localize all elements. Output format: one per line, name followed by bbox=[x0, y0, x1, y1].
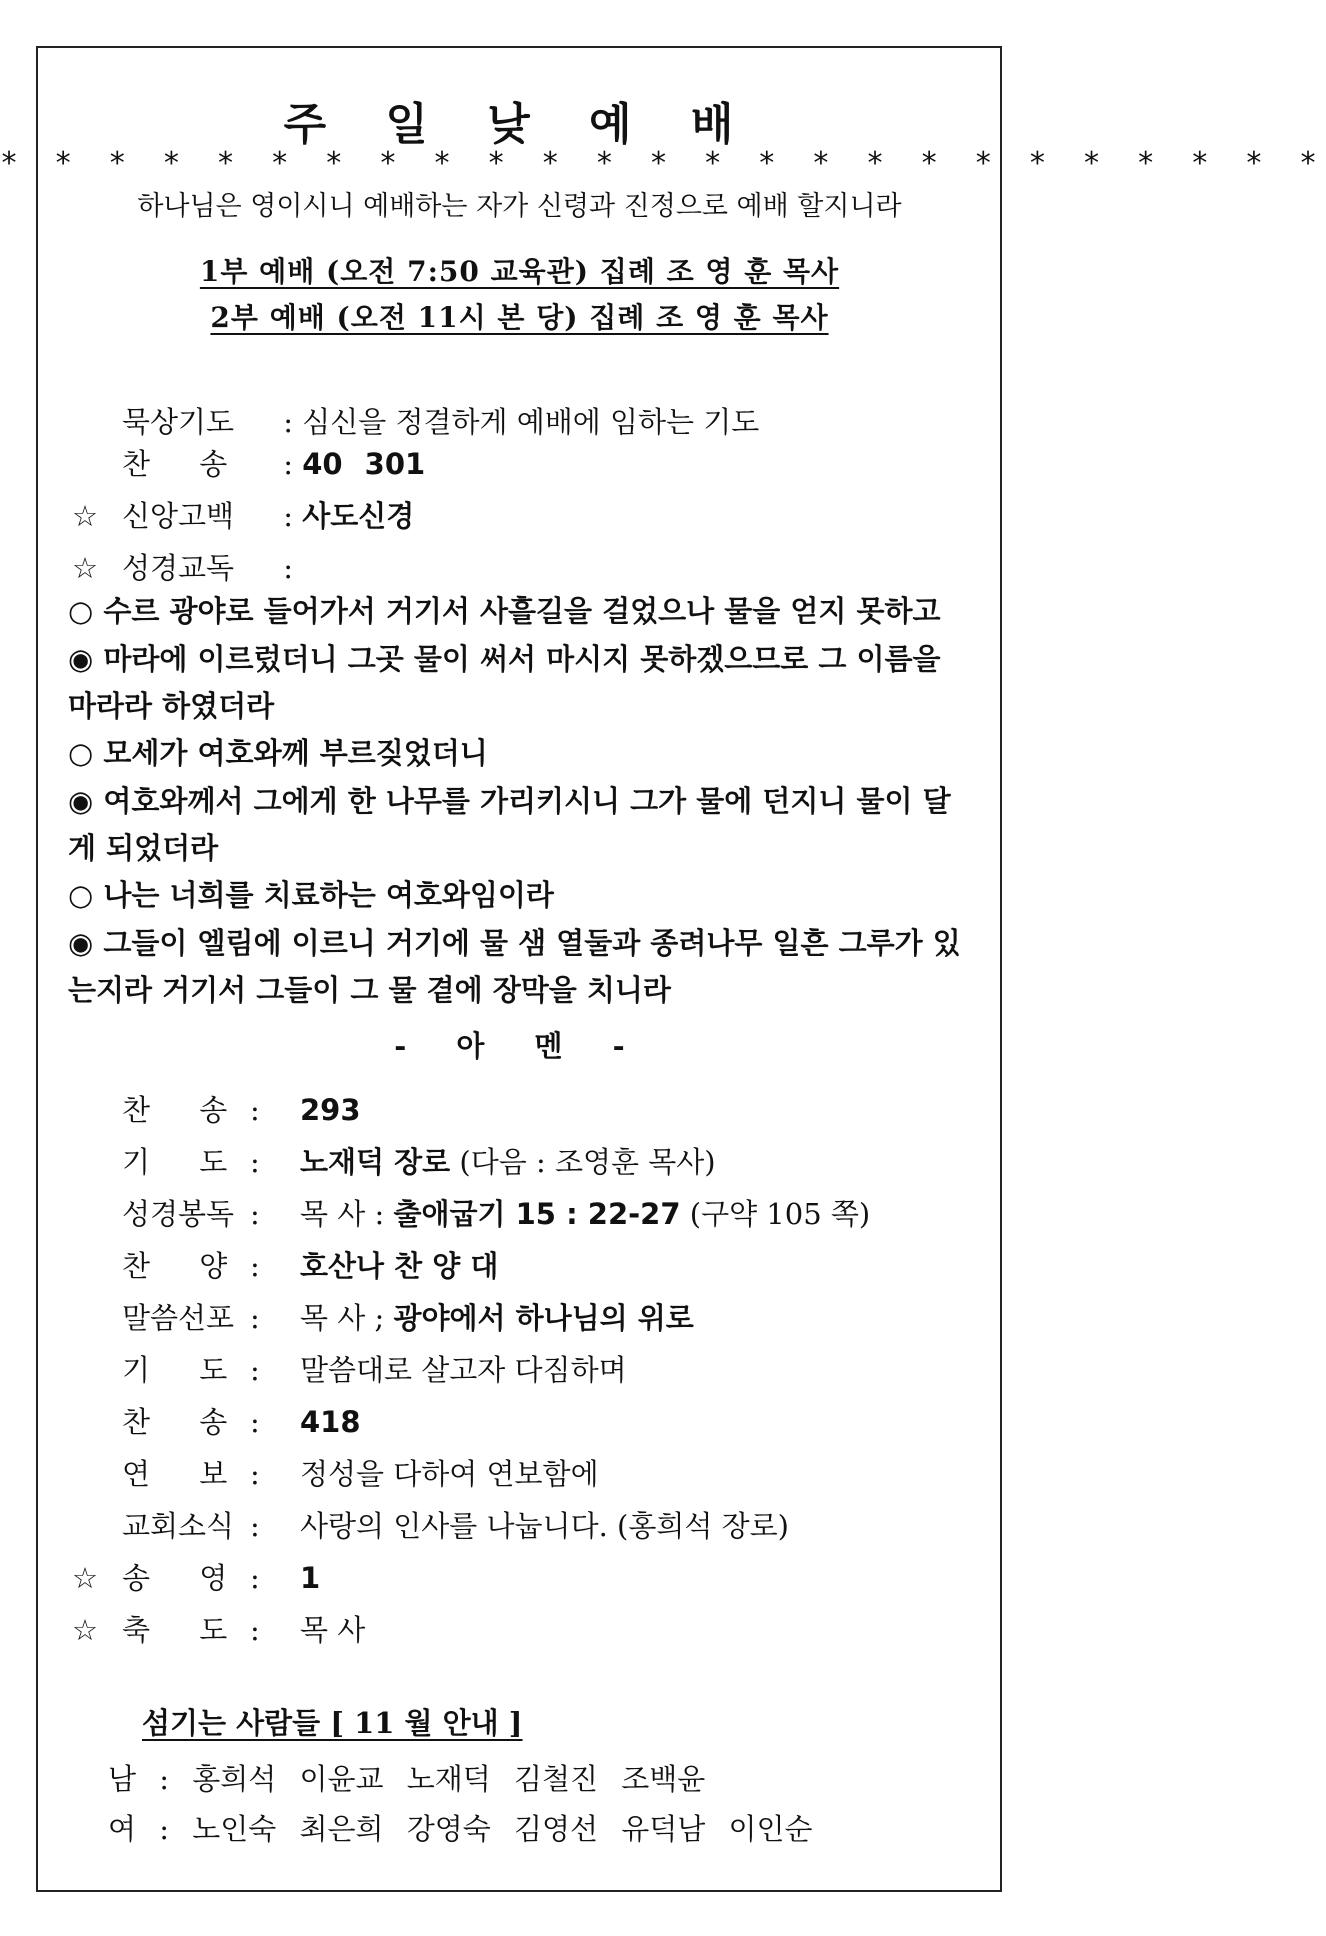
service-1: 1부 예배 (오전 7:50 교육관) 집례 조 영 훈 목사 bbox=[199, 255, 840, 288]
order-item: 연 보 : 정성을 다하여 연보함에 bbox=[72, 1452, 599, 1493]
order-item: 찬 양 : 호산나 찬 양 대 bbox=[72, 1244, 498, 1285]
order-label: 찬 송 bbox=[122, 1405, 228, 1439]
order-sep: : bbox=[274, 499, 303, 533]
order-item: 말씀선포 : 목 사 ; 광야에서 하나님의 위로 bbox=[72, 1296, 694, 1337]
reading-line: ◉ 마라에 이르렀더니 그곳 물이 써서 마시지 못하겠으므로 그 이름을 마라라 하였더라 bbox=[68, 642, 941, 723]
order-item: ☆ 송 영 : 1 bbox=[72, 1556, 320, 1597]
order-label: 기 도 bbox=[122, 1353, 228, 1387]
ushers-men: 남 : 홍희석 이윤교 노재덕 김철진 조백윤 bbox=[108, 1762, 706, 1796]
order-sep: : bbox=[274, 405, 303, 439]
order-value: 노재덕 장로 bbox=[300, 1145, 451, 1179]
reading-line: ○ 수르 광야로 들어가서 거기서 사흘길을 걸었으나 물을 얻지 못하고 bbox=[68, 594, 941, 628]
reading-line: ○ 나는 너희를 치료하는 여호와임이라 bbox=[68, 878, 554, 912]
star-icon: ☆ bbox=[72, 499, 98, 533]
order-label: 신앙고백 bbox=[122, 499, 235, 533]
order-label: 송 영 bbox=[122, 1561, 228, 1595]
order-item: 기 도 : 노재덕 장로 (다음 : 조영훈 목사) bbox=[72, 1140, 716, 1181]
order-label: 성경교독 bbox=[122, 551, 235, 585]
order-value: 심신을 정결하게 예배에 임하는 기도 bbox=[302, 405, 760, 439]
amen: - 아 멘 - bbox=[394, 1029, 645, 1063]
order-item: 찬 송 : 418 bbox=[72, 1400, 361, 1441]
star-icon: ☆ bbox=[72, 1561, 98, 1595]
order-item-creed bbox=[72, 494, 414, 535]
reading-line: ◉ 여호와께서 그에게 한 나무를 가리키시니 그가 물에 던지니 물이 달게 되었더라 bbox=[68, 784, 951, 865]
order-label: 성경봉독 bbox=[122, 1197, 235, 1231]
order-item: ☆ 축 도 : 목 사 bbox=[72, 1608, 365, 1649]
order-item-meditation bbox=[122, 400, 759, 441]
order-label: 기 도 bbox=[122, 1145, 228, 1179]
order-label: 축 도 bbox=[122, 1613, 228, 1647]
order-value: 사도신경 bbox=[302, 499, 415, 533]
order-value: 호산나 찬 양 대 bbox=[300, 1249, 499, 1283]
order-label: 묵상기도 bbox=[122, 405, 235, 439]
order-value: 1 bbox=[300, 1561, 321, 1595]
page-title: 주 일 낮 예 배 bbox=[283, 99, 756, 150]
order-sep: : bbox=[274, 447, 303, 481]
ushers-heading: 섬기는 사람들 [ 11 월 안내 ] bbox=[142, 1706, 523, 1740]
verse-line: 하나님은 영이시니 예배하는 자가 신령과 진정으로 예배 할지니라 bbox=[137, 191, 902, 222]
order-label: 찬 양 bbox=[122, 1249, 228, 1283]
order-item: 성경봉독 : 목 사 : 출애굽기 15 : 22-27 (구약 105 쪽) bbox=[72, 1192, 870, 1233]
order-value: 출애굽기 15 : 22-27 bbox=[393, 1197, 681, 1231]
order-label: 교회소식 bbox=[122, 1509, 235, 1543]
order-item-reading bbox=[72, 546, 293, 587]
order-value: 40 301 bbox=[302, 447, 426, 481]
order-item-hymn bbox=[122, 442, 425, 483]
star-icon: ☆ bbox=[72, 551, 98, 585]
order-label: 찬 송 bbox=[122, 1093, 228, 1127]
order-value: 418 bbox=[300, 1405, 361, 1439]
order-value: 293 bbox=[300, 1093, 361, 1127]
order-label: 연 보 bbox=[122, 1457, 228, 1491]
order-value: 광야에서 하나님의 위로 bbox=[393, 1301, 694, 1335]
order-sep: : bbox=[274, 551, 293, 585]
order-item: 찬 송 : 293 bbox=[72, 1088, 361, 1129]
order-label: 찬 송 bbox=[122, 447, 228, 481]
reading-line: ○ 모세가 여호와께 부르짖었더니 bbox=[68, 736, 488, 770]
reading-line: ◉ 그들이 엘림에 이르니 거기에 물 샘 열둘과 종려나무 일흔 그루가 있는지라 거기서 그들이 그 물 곁에 장막을 치니라 bbox=[68, 926, 961, 1007]
ushers-women: 여 : 노인숙 최은희 강영숙 김영선 유덕남 이인순 bbox=[108, 1812, 813, 1846]
service-2: 2부 예배 (오전 11시 본 당) 집례 조 영 훈 목사 bbox=[210, 301, 829, 334]
order-label: 말씀선포 bbox=[122, 1301, 235, 1335]
order-item: 기 도 : 말씀대로 살고자 다짐하며 bbox=[72, 1348, 627, 1389]
order-item: 교회소식 : 사랑의 인사를 나눕니다. (홍희석 장로) bbox=[72, 1504, 789, 1545]
star-divider: * * * * * * * * * * * * * * * * * * * * * * * * * bbox=[0, 146, 1326, 181]
star-icon: ☆ bbox=[72, 1613, 98, 1647]
